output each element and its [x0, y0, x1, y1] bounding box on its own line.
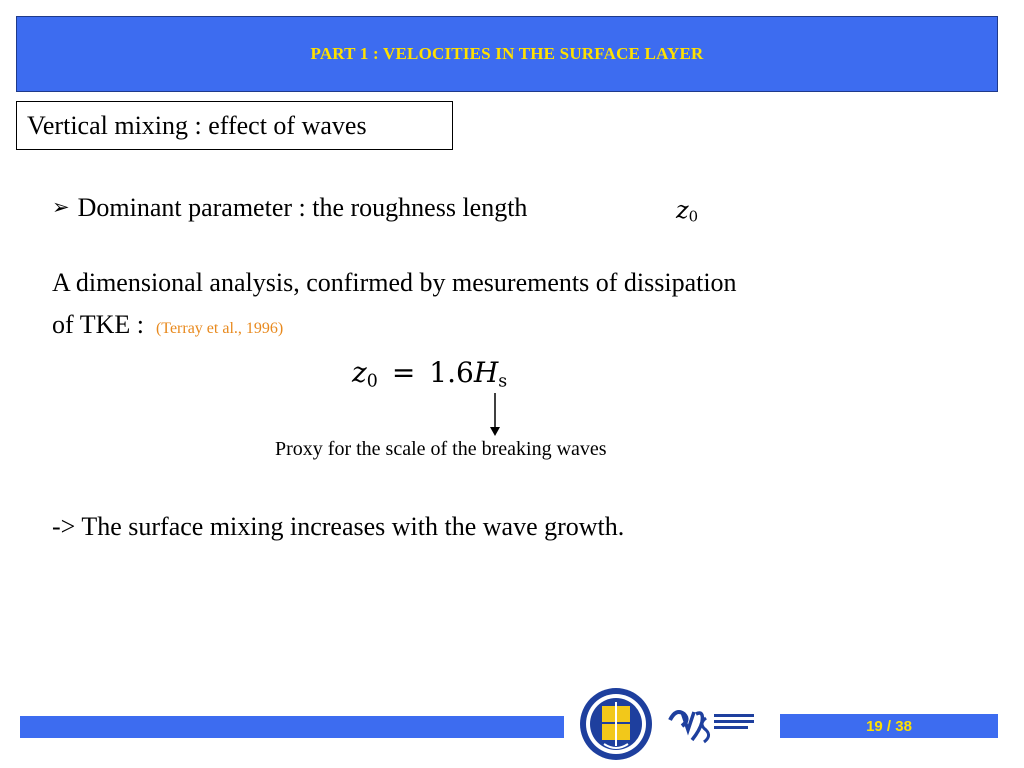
page-number: 19 / 38 [866, 717, 912, 735]
shom-logo [578, 686, 654, 762]
equation-equals: = [391, 356, 416, 389]
down-arrow-icon [484, 393, 506, 437]
slide-header-title: PART 1 : VELOCITIES IN THE SURFACE LAYER [310, 44, 704, 63]
bullet-point [52, 193, 527, 223]
roughness-length-symbol: $z_0$ [676, 196, 699, 226]
section-title-box [16, 101, 453, 150]
equation-lhs: $z_0$ [352, 356, 378, 392]
slide-header [16, 16, 998, 92]
equation-coefficient: 1.6 [429, 356, 474, 389]
footer-bar-right [780, 714, 998, 738]
footer-bar-left [20, 716, 564, 738]
analysis-line-1: A dimensional analysis, confirmed by mesurements of dissipation [52, 268, 737, 297]
section-title: Vertical mixing : effect of waves [27, 110, 367, 140]
cnrs-logo [668, 700, 758, 746]
arrow-bullet-icon: ➢ [52, 195, 70, 219]
citation-reference: (Terray et al., 1996) [155, 320, 284, 337]
bullet-text: Dominant parameter : the roughness length [77, 193, 528, 222]
roughness-equation [352, 356, 507, 391]
equation-rhs: $H_s$ [473, 356, 508, 392]
proxy-caption: Proxy for the scale of the breaking waves [275, 438, 607, 460]
conclusion-text: -> The surface mixing increases with the wave growth. [52, 512, 625, 541]
analysis-text-tke: of TKE : [52, 310, 144, 339]
analysis-line-2 [52, 310, 283, 340]
